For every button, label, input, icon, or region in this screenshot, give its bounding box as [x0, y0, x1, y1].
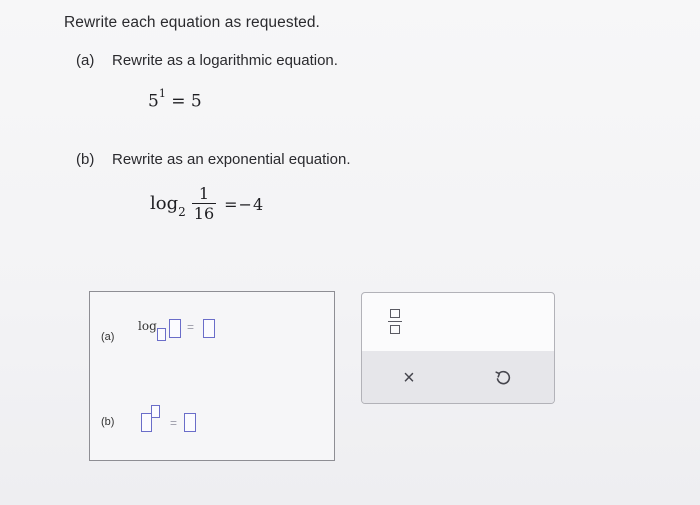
part-a-prompt: [76, 52, 338, 69]
fraction-denominator: 16: [193, 204, 215, 223]
answer-b-label: (b): [101, 416, 115, 428]
answer-a-equals: =: [187, 320, 195, 334]
answer-a-log: log: [138, 319, 157, 333]
part-b-fraction: [192, 185, 216, 224]
fraction-bottom-box: [390, 325, 400, 334]
part-b-prompt: [76, 151, 351, 168]
part-b-tag: (b): [76, 151, 95, 168]
part-b-equation: [150, 185, 264, 224]
instructions: Rewrite each equation as requested.: [64, 14, 320, 31]
fraction-numerator: 1: [198, 184, 210, 203]
clear-button[interactable]: [392, 361, 426, 395]
log-base-slot[interactable]: [157, 328, 166, 341]
toolbox-actions: [362, 351, 554, 404]
exp-result-slot[interactable]: [184, 413, 196, 432]
part-a-rhs: 5: [190, 91, 202, 112]
fraction-bar-glyph: [388, 321, 402, 322]
part-b-equals: =: [224, 195, 239, 214]
part-a-exponent: 1: [158, 87, 166, 100]
log-base: 2: [178, 205, 186, 220]
undo-icon: [494, 369, 512, 387]
math-toolbox: [361, 292, 555, 404]
log-argument-slot[interactable]: [169, 319, 181, 338]
part-b-log: [150, 192, 186, 220]
part-a-text: Rewrite as a logarithmic equation.: [112, 52, 338, 69]
part-a-tag: (a): [76, 52, 95, 69]
fraction-template-icon[interactable]: [388, 308, 402, 336]
part-a-equals: =: [171, 91, 186, 112]
part-b-value: −4: [238, 195, 265, 214]
part-a-equation: [148, 87, 202, 112]
part-a-base: 5: [148, 91, 159, 112]
log-word: log: [150, 192, 179, 214]
answer-box: [89, 291, 335, 461]
part-b-text: Rewrite as an exponential equation.: [112, 151, 351, 168]
answer-a-label: (a): [101, 331, 115, 343]
answer-b-equals: =: [170, 416, 178, 430]
part-b-rhs: [224, 195, 264, 214]
fraction-top-box: [390, 309, 400, 318]
exp-exponent-slot[interactable]: [151, 405, 160, 418]
undo-button[interactable]: [486, 361, 520, 395]
log-result-slot[interactable]: [203, 319, 215, 338]
close-icon: ×: [403, 366, 415, 389]
